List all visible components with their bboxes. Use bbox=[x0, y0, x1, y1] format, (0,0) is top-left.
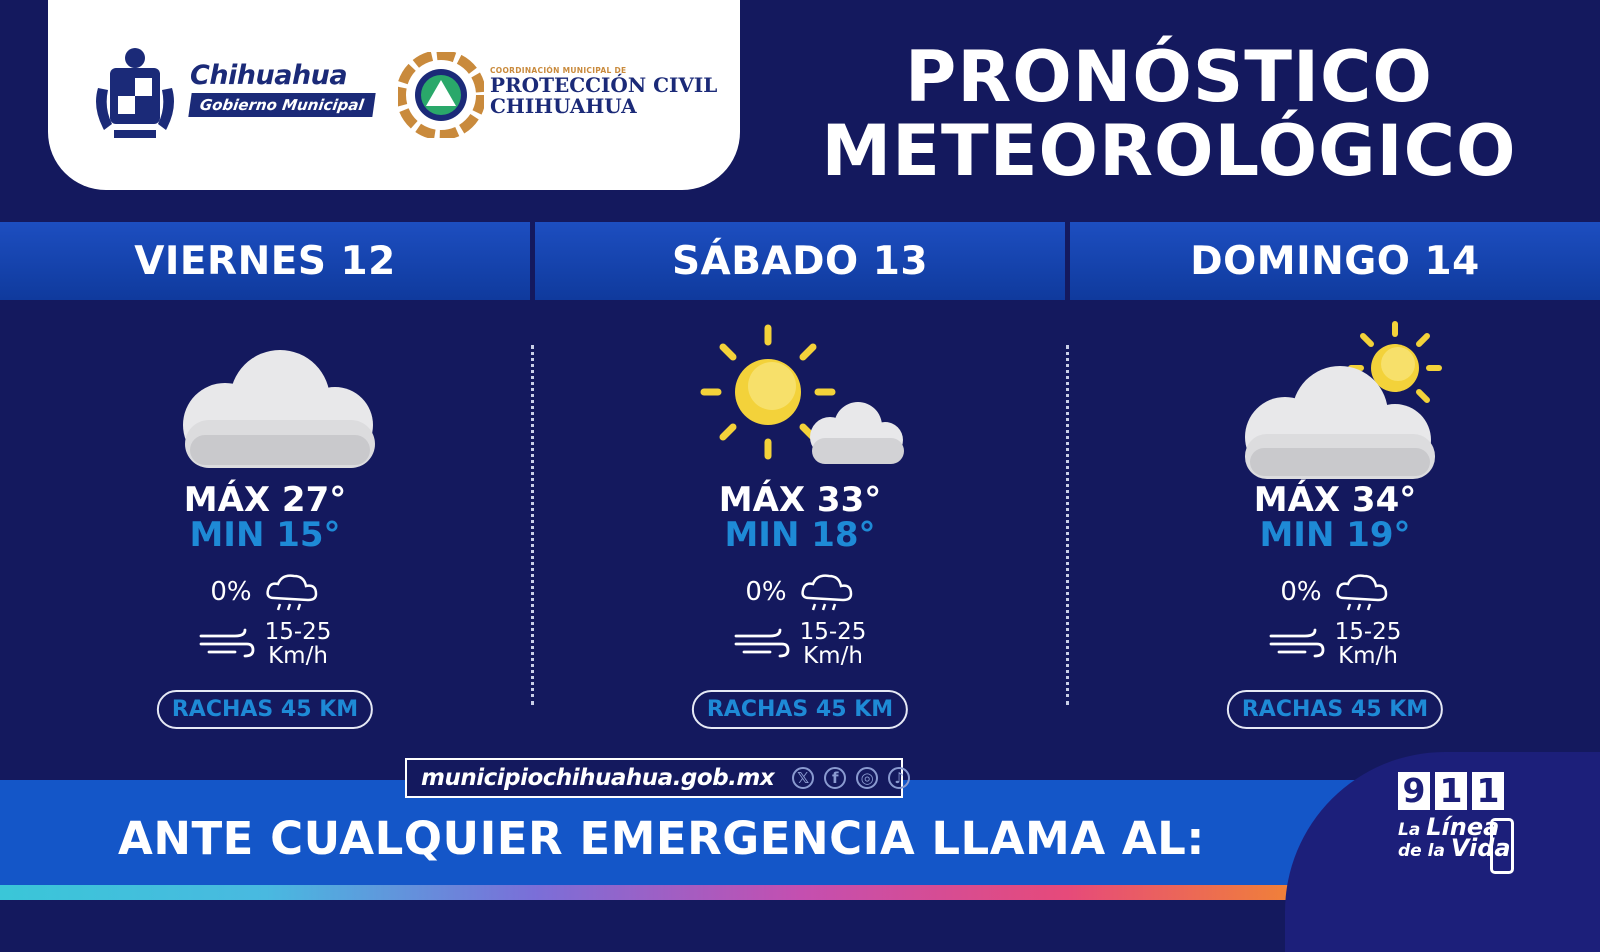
min-temperature: MIN 18° bbox=[724, 515, 876, 555]
facebook-icon[interactable]: f bbox=[824, 767, 846, 789]
wind-icon bbox=[734, 626, 790, 662]
chihuahua-coat-of-arms-icon bbox=[92, 38, 178, 148]
partly-cloudy-icon bbox=[1215, 320, 1455, 485]
chihuahua-logo-text bbox=[190, 60, 374, 117]
wind-speed bbox=[1070, 620, 1600, 668]
rain-percent: 0% bbox=[745, 577, 787, 607]
tiktok-icon[interactable]: ♪ bbox=[888, 767, 910, 789]
wind-speed bbox=[535, 620, 1065, 668]
wind-range: 15-25 bbox=[264, 619, 332, 645]
vida-label: Vida bbox=[1450, 834, 1511, 862]
website-link[interactable]: municipiochihuahua.gob.mx bbox=[421, 765, 775, 791]
rain-cloud-icon bbox=[264, 570, 320, 614]
cloudy-icon bbox=[145, 320, 385, 485]
gusts-badge: RACHAS 45 KM bbox=[1227, 690, 1443, 729]
max-temperature: MÁX 33° bbox=[718, 480, 882, 520]
digit-1: 1 bbox=[1435, 772, 1467, 810]
wind-unit: Km/h bbox=[803, 643, 863, 669]
rain-cloud-icon bbox=[1334, 570, 1390, 614]
rain-probability bbox=[1070, 570, 1600, 614]
max-temperature: MÁX 27° bbox=[183, 480, 347, 520]
forecast-day-2 bbox=[535, 300, 1065, 740]
social-icons bbox=[792, 767, 910, 789]
forecast-day-3 bbox=[1070, 300, 1600, 740]
min-temperature: MIN 19° bbox=[1259, 515, 1411, 555]
wind-range: 15-25 bbox=[799, 619, 867, 645]
title-line2: METEOROLÓGICO bbox=[821, 110, 1517, 192]
wind-unit: Km/h bbox=[1338, 643, 1398, 669]
forecast-day-1 bbox=[0, 300, 530, 740]
chihuahua-title: Chihuahua bbox=[190, 60, 348, 91]
wind-value bbox=[800, 620, 867, 668]
pc-coordination-label: COORDINACIÓN MUNICIPAL DE bbox=[490, 66, 627, 75]
chihuahua-subtitle: Gobierno Municipal bbox=[188, 93, 375, 117]
rain-cloud-icon bbox=[799, 570, 855, 614]
linea-label: Línea bbox=[1426, 813, 1500, 841]
min-temperature: MIN 15° bbox=[189, 515, 341, 555]
proteccion-civil-logo-text bbox=[490, 66, 717, 117]
rain-percent: 0% bbox=[210, 577, 252, 607]
sun-behind-small-cloud-icon bbox=[680, 320, 920, 485]
title-line1: PRONÓSTICO bbox=[905, 36, 1433, 118]
max-temperature: MÁX 34° bbox=[1253, 480, 1417, 520]
gusts-badge: RACHAS 45 KM bbox=[692, 690, 908, 729]
wind-icon bbox=[199, 626, 255, 662]
page-title bbox=[784, 36, 1554, 192]
wind-speed bbox=[0, 620, 530, 668]
x-icon[interactable]: 𝕏 bbox=[792, 767, 814, 789]
proteccion-civil-emblem-icon bbox=[398, 52, 484, 138]
digit-1: 1 bbox=[1472, 772, 1504, 810]
pc-line1: PROTECCIÓN CIVIL bbox=[490, 73, 718, 97]
la-label: La bbox=[1398, 820, 1421, 840]
pc-line2: CHIHUAHUA bbox=[490, 94, 637, 118]
rain-percent: 0% bbox=[1280, 577, 1322, 607]
wind-value bbox=[265, 620, 332, 668]
de-la-label: de la bbox=[1398, 841, 1445, 861]
instagram-icon[interactable]: ◎ bbox=[856, 767, 878, 789]
website-box[interactable] bbox=[405, 758, 903, 798]
day-header-1: VIERNES 12 bbox=[0, 222, 530, 300]
wind-value bbox=[1335, 620, 1402, 668]
wind-icon bbox=[1269, 626, 1325, 662]
rain-probability bbox=[535, 570, 1065, 614]
day-header-2: SÁBADO 13 bbox=[535, 222, 1065, 300]
column-divider bbox=[531, 345, 534, 705]
rain-probability bbox=[0, 570, 530, 614]
digit-9: 9 bbox=[1398, 772, 1430, 810]
phone-icon bbox=[1490, 818, 1514, 874]
wind-unit: Km/h bbox=[268, 643, 328, 669]
column-divider bbox=[1066, 345, 1069, 705]
gusts-badge: RACHAS 45 KM bbox=[157, 690, 373, 729]
emergency-number-911[interactable] bbox=[1398, 772, 1504, 810]
emergency-text: ANTE CUALQUIER EMERGENCIA LLAMA AL: bbox=[118, 812, 1205, 865]
day-header-3: DOMINGO 14 bbox=[1070, 222, 1600, 300]
wind-range: 15-25 bbox=[1334, 619, 1402, 645]
